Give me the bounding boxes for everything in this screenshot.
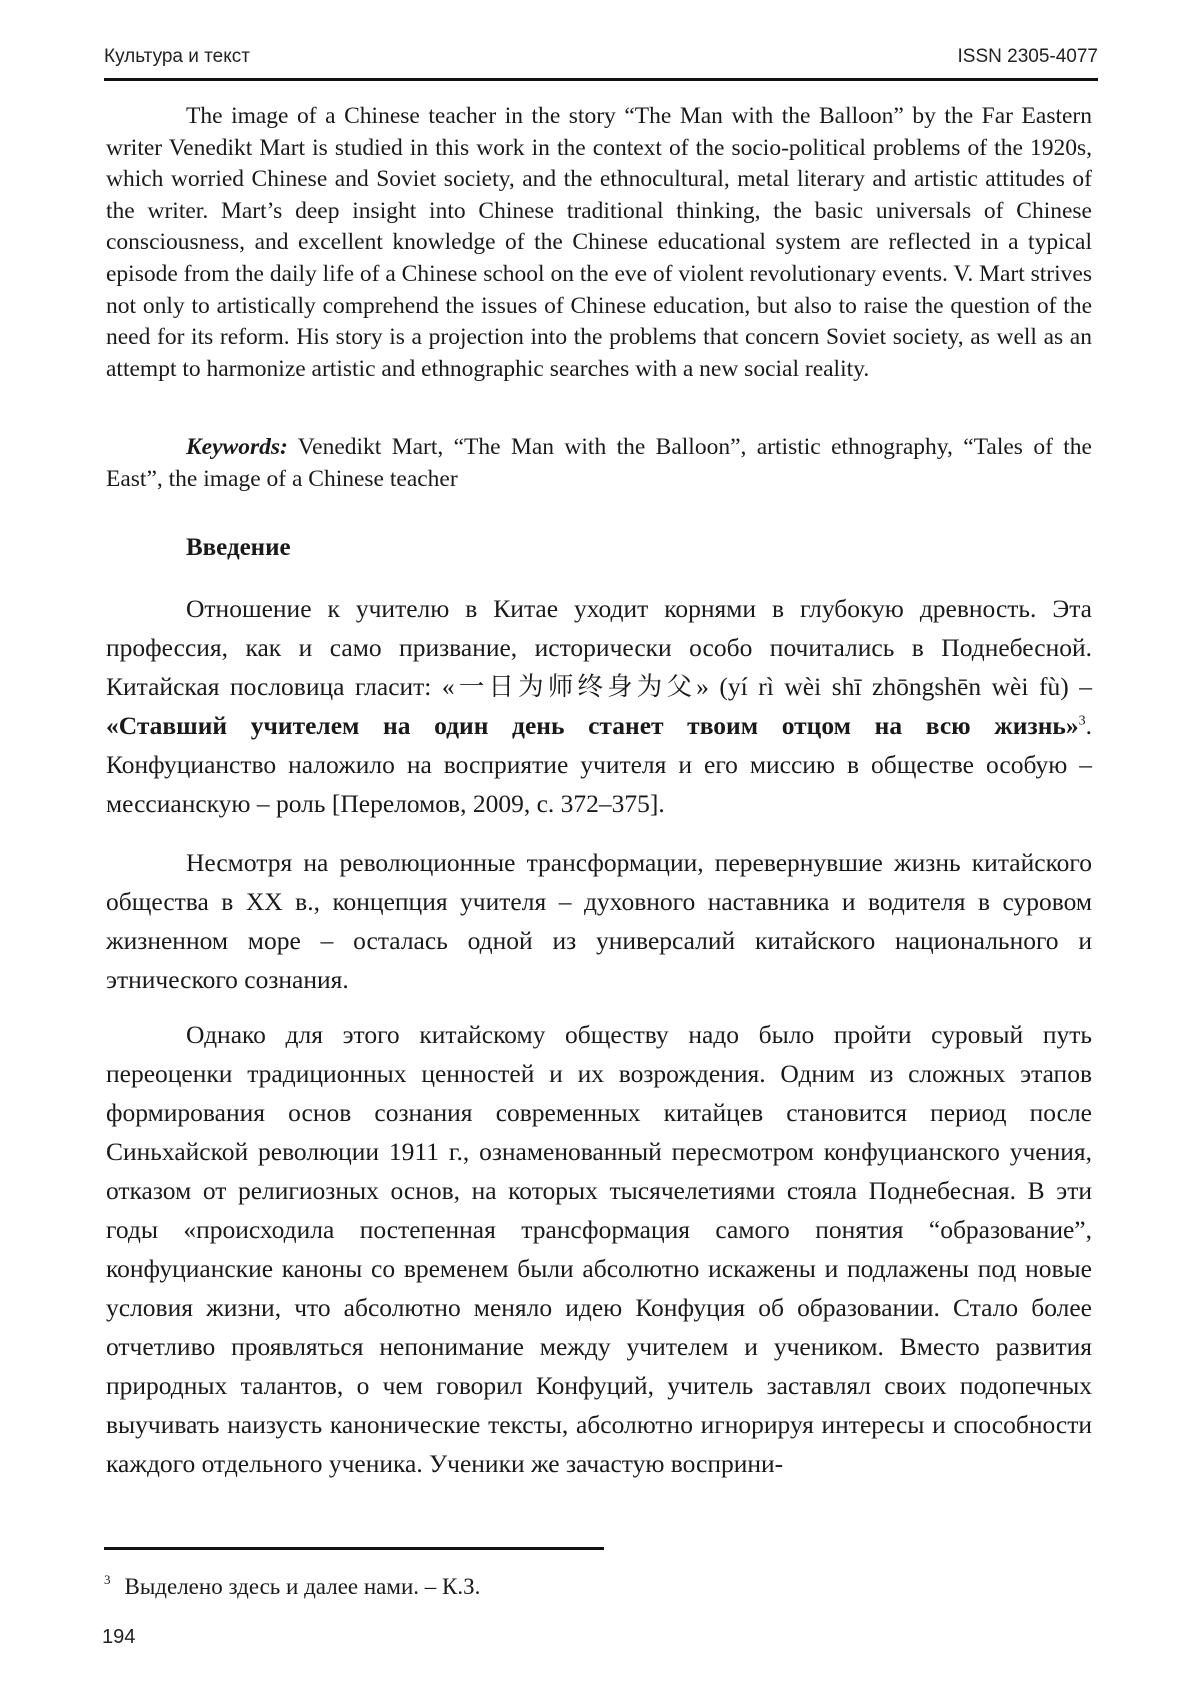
proverb-translation: «Ставший учителем на один день станет твоим отцом на всю жизнь» bbox=[106, 711, 1079, 740]
header-divider bbox=[104, 78, 1098, 81]
issn-number: ISSN 2305-4077 bbox=[957, 46, 1098, 67]
section-heading: Введение bbox=[186, 534, 291, 561]
p1-text-end: . Конфуцианство наложило на восприятие учителя и его миссию в обществе особую – мессианскую – роль [Переломов, 2009, с. 372–375]. bbox=[106, 711, 1092, 818]
footnote-text: Выделено здесь и далее нами. – К.З. bbox=[124, 1574, 481, 1599]
p1-text-start: Отношение к учителю в Китае уходит корнями в глубокую древность. Эта профессия, как и само призвание, исторически особо почитались в Поднебесной. Китайская пословица гласит: «一日为师终身为父» (yí rì wèi shī zhōngshēn wèi fù) – bbox=[106, 594, 1092, 701]
footnote-reference[interactable]: 3 bbox=[1078, 713, 1086, 729]
keywords-text: Venedikt Mart, “The Man with the Balloon”, artistic ethnography, “Tales of the East”, the image of a Chinese teacher bbox=[106, 434, 1092, 492]
page-number: 194 bbox=[102, 1626, 136, 1648]
abstract-paragraph: The image of a Chinese teacher in the story “The Man with the Balloon” by the Far Eastern writer Venedikt Mart is studied in this work in the context of the socio-political problems of the 1920s, which worried Chinese and Soviet society, and the ethnocultural, metal literary and artistic attitudes of the writer. Mart’s deep insight into Chinese traditional thinking, the basic universals of Chinese consciousness, and excellent knowledge of the Chinese educational system are reflected in a typical episode from the daily life of a Chinese school on the eve of violent revolutionary events. V. Mart strives not only to artistically comprehend the issues of Chinese education, but also to raise the question of the need for its reform. His story is a projection into the problems that concern Soviet society, as well as an attempt to harmonize artistic and ethnographic searches with a new social reality. bbox=[106, 103, 1092, 382]
body-paragraph-3: Однако для этого китайскому обществу надо было пройти суровый путь переоценки традиционных ценностей и их возрождения. Одним из сложных этапов формирования основ сознания современных китайцев становится период после Синьхайской революции 1911 г., ознаменованный пересмотром конфуцианского учения, отказом от религиозных основ, на которых тысячелетиями стояла Поднебесная. В эти годы «происходила постепенная трансформация самого понятия “образование”, конфуцианские каноны со временем были абсолютно искажены и подлажены под новые условия жизни, что абсолютно меняло идею Конфуция об образовании. Стало более отчетливо проявляться непонимание между учителем и учеником. Вместо развития природных талантов, о чем говорил Конфуций, учитель заставлял своих подопечных выучивать наизусть канонические тексты, абсолютно игнорируя интересы и способности каждого отдельного ученика. Ученики же зачастую восприни- bbox=[106, 1020, 1092, 1478]
footnote bbox=[104, 1572, 480, 1600]
running-header bbox=[104, 46, 1098, 74]
keywords-label: Keywords: bbox=[186, 434, 288, 460]
journal-title: Культура и текст bbox=[104, 46, 250, 67]
body-paragraph-2: Несмотря на революционные трансформации, перевернувшие жизнь китайского общества в XX в., концепция учителя – духовного наставника и водителя в суровом жизненном море – осталась одной из универсалий китайского национального и этнического сознания. bbox=[106, 848, 1092, 994]
footnote-divider bbox=[104, 1547, 604, 1550]
footnote-mark: 3 bbox=[104, 1572, 111, 1587]
body-paragraph-1 bbox=[106, 589, 1092, 823]
keywords-paragraph bbox=[106, 432, 1092, 495]
